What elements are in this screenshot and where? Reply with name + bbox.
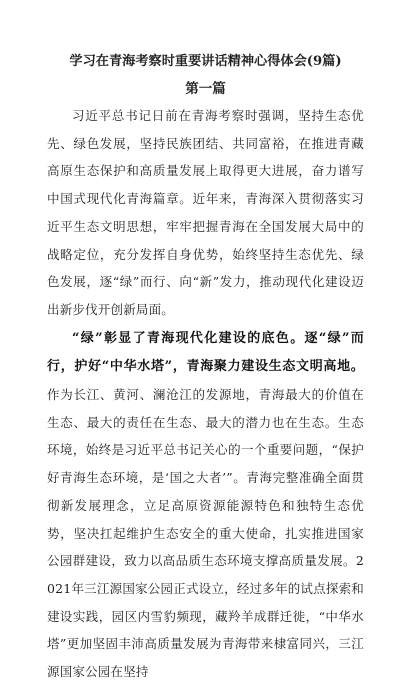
paragraph-1: 习近平总书记日前在青海考察时强调，坚持生态优先、绿色发展，坚持民族团结、共同富裕，在推进青藏高原生态保护和高质量发展上取得更大进展，奋力谱写中国式现代化青海篇章。近年来，青海深入贯彻落实习近平生态文明思想，牢牢把握青海在全国发展大局中的战略定位，充分发挥自身优势，始终坚持生态优先、绿色发展，逐“绿”而行、向“新”发力，推动现代化建设迈出新步伐开创新局面。 xyxy=(47,108,364,317)
section-heading: 第一篇 xyxy=(185,81,226,97)
document-title: 学习在青海考察时重要讲话精神心得体会(9篇) xyxy=(69,54,342,69)
paragraph-2-lead: “绿”彰显了青海现代化建设的底色。逐“绿”而行，护好“中华水塔”，青海聚力建设生态文明高地。 xyxy=(47,330,364,375)
paragraph-2-body: 作为长江、黄河、澜沧江的发源地，青海最大的价值在生态、最大的责任在生态、最大的潜力也在生态。生态环境，始终是习近平总书记关心的一个重要问题，“保护好青海生态环境，是‘国之大者’”。青海完整准确全面贯彻新发展理念，立足高原资源能源特色和独特生态优势，坚决扛起维护生态安全的重大使命，扎实推进国家公园群建设，致力以高品质生态环境支撑高质量发展。2021年三江源国家公园正式设立，经过多年的试点探索和建设实践，园区内雪豹频现，藏羚羊成群迁徙，“中华水塔”更加坚固丰沛高质量发展为青海带来棣富同兴，三江源国家公园在坚持 xyxy=(47,387,364,680)
paragraph-2 xyxy=(47,324,364,686)
